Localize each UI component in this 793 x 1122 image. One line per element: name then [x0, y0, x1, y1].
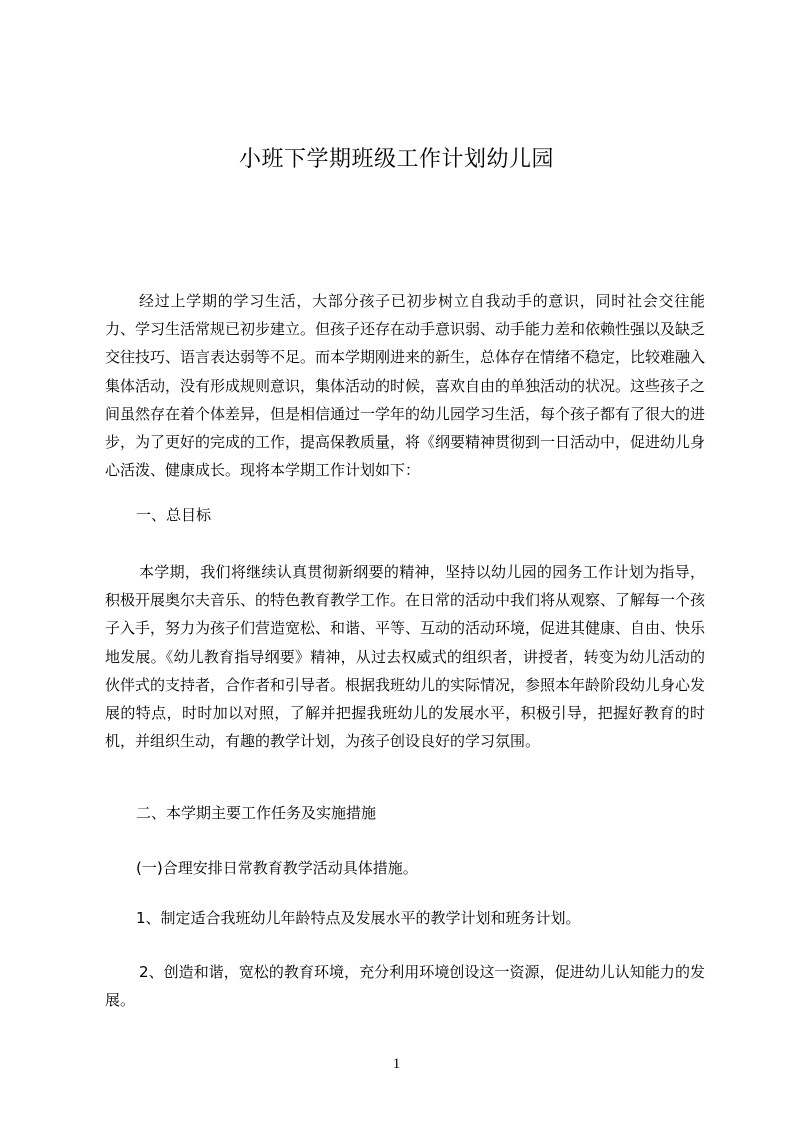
section-heading-tasks: 二、本学期主要工作任务及实施措施 [136, 804, 377, 822]
page-title: 小班下学期班级工作计划幼儿园 [238, 147, 554, 172]
list-item-plan: 1、制定适合我班幼儿年龄特点及发展水平的教学计划和班务计划。 [136, 909, 581, 927]
subsection-heading-activities: (一)合理安排日常教育教学活动具体措施。 [136, 859, 418, 877]
goals-paragraph: 本学期，我们将继续认真贯彻新纲要的精神，坚持以幼儿园的园务工作计划为指导，积极开展奥尔夫音乐、的特色教育教学工作。在日常的活动中我们将从观察、了解每一个孩子入手，努力为孩子们营造宽松、和谐、平等、互动的活动环境，促进其健康、自由、快乐地发展。《幼儿教育指导纲要》精神，从过去权威式的组织者，讲授者，转变为幼儿活动的伙伴式的支持者，合作者和引导者。根据我班幼儿的实际情况，参照本年龄阶段幼儿身心发展的特点，时时加以对照，了解并把握我班幼儿的发展水平，积极引导，把握好教育的时机，并组织生动，有趣的教学计划，为孩子创设良好的学习氛围。 [105, 563, 706, 751]
list-item-environment: 2、创造和谐，宽松的教育环境，充分利用环境创设这一资源，促进幼儿认知能力的发展。 [105, 963, 705, 1010]
page-number: 1 [392, 1056, 401, 1072]
intro-paragraph: 经过上学期的学习生活，大部分孩子已初步树立自我动手的意识，同时社会交往能力、学习生活常规已初步建立。但孩子还存在动手意识弱、动手能力差和依赖性强以及缺乏交往技巧、语言表达弱等不足。而本学期刚进来的新生，总体存在情绪不稳定，比较难融入集体活动，没有形成规则意识，集体活动的时候，喜欢自由的单独活动的状况。这些孩子之间虽然存在着个体差异，但是相信通过一学年的幼儿园学习生活，每个孩子都有了很大的进步，为了更好的完成的工作，提高保教质量，将《纲要精神贯彻到一日活动中，促进幼儿身心活泼、健康成长。现将本学期工作计划如下： [105, 292, 706, 480]
section-heading-goals: 一、总目标 [136, 506, 212, 524]
